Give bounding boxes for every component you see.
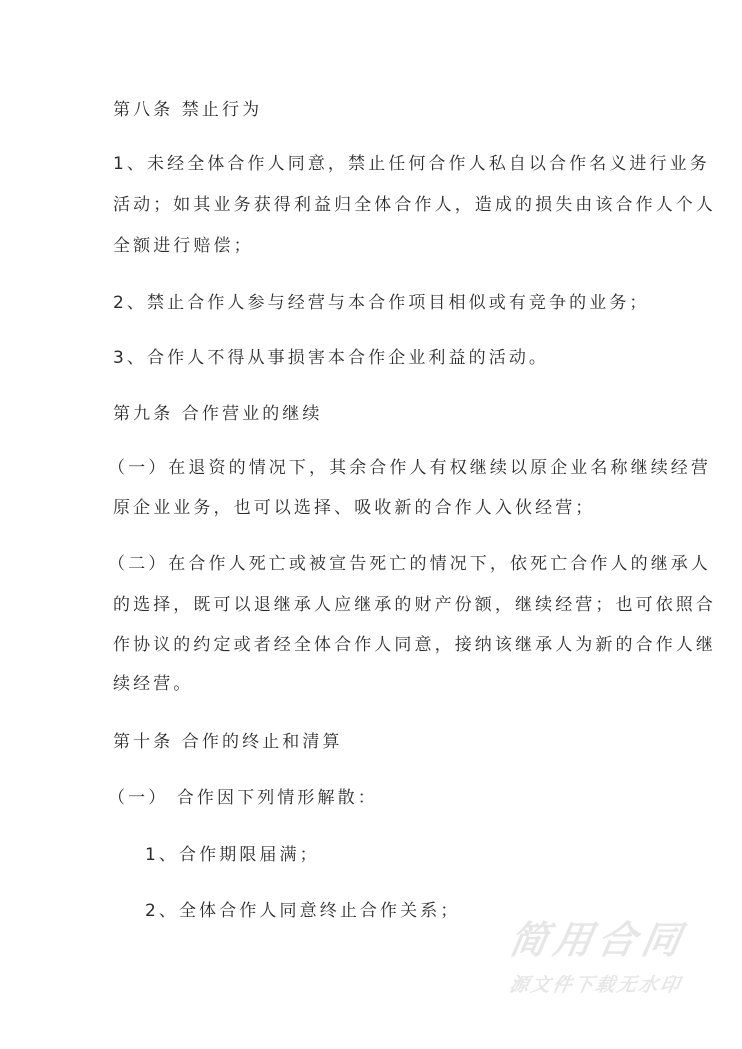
article-8-item-1-line-1: 1、未经全体合作人同意，禁止任何合作人私自以合作名义进行业务 [113, 154, 710, 174]
article-9-clause-2-line-3: 作协议的约定或者经全体合作人同意，接纳该继承人为新的合作人继 [113, 635, 716, 655]
article-10-clause-1: （一） 合作因下列情形解散： [108, 788, 378, 808]
article-9-clause-2-line-4: 续经营。 [113, 674, 194, 694]
article-9-clause-2-line-2: 的选择，既可以退继承人应继承的财产份额，继续经营；也可依照合 [113, 595, 716, 615]
watermark-sub-text: 源文件下载无水印 [507, 974, 684, 996]
watermark-main-text: 简用合同 [506, 918, 690, 962]
article-8-item-2: 2、禁止合作人参与经营与本合作项目相似或有竞争的业务； [113, 293, 650, 313]
article-10-title: 第十条 合作的终止和清算 [113, 732, 343, 752]
article-8-title: 第八条 禁止行为 [113, 100, 263, 120]
article-9-clause-1-line-2: 原企业业务，也可以选择、吸收新的合作人入伙经营； [113, 498, 596, 518]
article-9-clause-2-line-1: （二）在合作人死亡或被宣告死亡的情况下，依死亡合作人的继承人 [108, 554, 711, 574]
article-9-title: 第九条 合作营业的继续 [113, 404, 323, 424]
watermark [506, 918, 710, 997]
article-8-item-3: 3、合作人不得从事损害本合作企业利益的活动。 [113, 348, 550, 368]
article-8-item-1-line-2: 活动；如其业务获得利益归全体合作人，造成的损失由该合作人个人 [113, 195, 716, 215]
article-8-item-1-line-3: 全额进行赔偿； [113, 236, 254, 256]
article-10-item-2: 2、全体合作人同意终止合作关系； [145, 901, 461, 921]
article-9-clause-1-line-1: （一）在退资的情况下，其余合作人有权继续以原企业名称继续经营 [108, 458, 711, 478]
article-10-item-1: 1、合作期限届满； [145, 845, 320, 865]
